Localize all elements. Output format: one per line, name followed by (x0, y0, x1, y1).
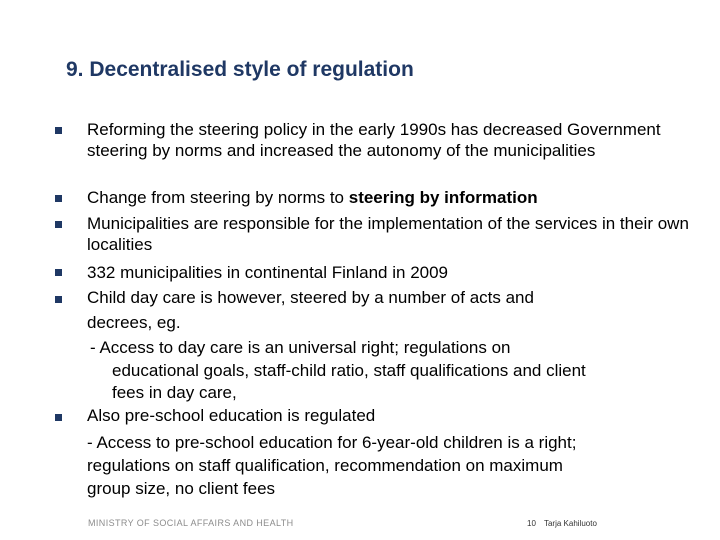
bullet-marker (55, 195, 62, 202)
slide-title: 9. Decentralised style of regulation (66, 58, 414, 81)
sub-item-5-line-3: fees in day care, (112, 383, 237, 402)
bullet-text-6-line-1: Also pre-school education is regulated (87, 406, 376, 425)
bullet-marker (55, 127, 62, 134)
bullet-text-2-prefix: Change from steering by norms to (87, 188, 349, 207)
bullet-text-1: Reforming the steering policy in the early 1990s has decreased Government steering by norms and increased the autonomy of the municipalities (87, 120, 661, 160)
sub-item-5-line-2: educational goals, staff-child ratio, staff qualifications and client (112, 361, 586, 380)
author-name: Tarja Kahiluoto (543, 519, 597, 528)
sub-item-6-line-2: regulations on staff qualification, recommendation on maximum (87, 456, 563, 475)
bullet-text-2-emphasis: steering by information (348, 188, 538, 207)
bullet-marker (55, 221, 62, 228)
footer-right (527, 519, 603, 528)
bullet-marker (55, 296, 62, 303)
bullet-text-3: Municipalities are responsible for the implementation of the services in their own localities (87, 214, 689, 254)
bullet-text-5-line-2: decrees, eg. (87, 313, 181, 332)
sub-item-6-line-3: group size, no client fees (87, 479, 276, 498)
bullet-text-4: 332 municipalities in continental Finland in 2009 (87, 263, 449, 282)
bullet-text-5-line-1: Child day care is however, steered by a number of acts and (87, 288, 534, 307)
sub-item-6-line-1: - Access to pre-school education for 6-year-old children is a right; (87, 433, 577, 452)
bullet-marker (55, 414, 62, 421)
bullet-marker (55, 269, 62, 276)
bullet-text-2 (87, 187, 702, 208)
footer-ministry-name: MINISTRY OF SOCIAL AFFAIRS AND HEALTH (88, 518, 294, 528)
page-number: 10 (527, 519, 536, 528)
sub-item-5-line-1: - Access to day care is an universal right; regulations on (90, 338, 511, 357)
